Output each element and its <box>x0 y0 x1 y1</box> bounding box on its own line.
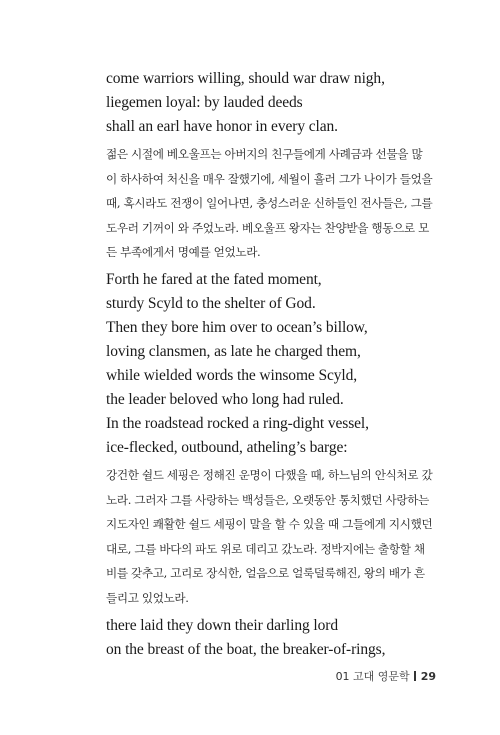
translation-block-2 <box>106 463 436 611</box>
chapter-title: 01 고대 영문학 <box>335 670 410 683</box>
verse-line: the leader beloved who long had ruled. <box>106 390 344 408</box>
verse-block-2 <box>106 268 436 460</box>
verse-line: while wielded words the winsome Scyld, <box>106 366 358 384</box>
verse-line: liegemen loyal: by lauded deeds <box>106 94 303 111</box>
translation-line: 든 부족에게서 명예를 얻었노라. <box>106 245 261 260</box>
translation-line: 젊은 시절에 베오울프는 아버지의 친구들에게 사례금과 선물을 많 <box>106 147 423 161</box>
verse-line: on the breast of the boat, the breaker-of-rings, <box>106 640 386 658</box>
translation-line: 때, 혹시라도 전쟁이 일어나면, 충성스러운 신하들인 전사들은, 그를 <box>106 196 433 211</box>
verse-line: Then they bore him over to ocean’s billow, <box>106 318 368 336</box>
verse-line: ice-flecked, outbound, atheling’s barge: <box>106 438 348 456</box>
translation-line: 이 하사하여 처신을 매우 잘했기에, 세월이 흘러 그가 나이가 들었을 <box>106 171 433 186</box>
page-content <box>106 64 436 665</box>
translation-line: 지도자인 쾌활한 쉴드 세핑이 말을 할 수 있을 때 그들에게 지시했던 <box>106 517 433 532</box>
verse-block-1 <box>106 67 436 139</box>
verse-line: Forth he fared at the fated moment, <box>106 270 322 288</box>
translation-line: 도우러 기꺼이 와 주었노라. 베오울프 왕자는 찬양받을 행동으로 모 <box>106 220 429 235</box>
verse-line: shall an earl have honor in every clan. <box>106 118 338 135</box>
verse-line: In the roadstead rocked a ring-dight vessel, <box>106 414 369 432</box>
translation-line: 들리고 있었노라. <box>106 590 189 605</box>
page-number: 29 <box>420 670 436 683</box>
translation-line: 비를 갖추고, 고리로 장식한, 얼음으로 얼룩덜룩해진, 왕의 배가 흔 <box>106 566 425 581</box>
verse-line: loving clansmen, as late he charged them, <box>106 342 361 360</box>
translation-line: 노라. 그러자 그를 사랑하는 백성들은, 오랫동안 통치했던 사랑하는 <box>106 492 429 507</box>
translation-block-1 <box>106 142 436 265</box>
footer-divider <box>414 671 416 681</box>
page-footer <box>336 668 436 684</box>
verse-line: there laid they down their darling lord <box>106 616 338 634</box>
translation-line: 대로, 그를 바다의 파도 위로 데리고 갔노라. 정박지에는 출항할 채 <box>106 541 425 556</box>
verse-block-3 <box>106 614 436 662</box>
verse-line: sturdy Scyld to the shelter of God. <box>106 294 316 312</box>
verse-line: come warriors willing, should war draw nigh, <box>106 70 385 87</box>
translation-line: 강건한 쉴드 세핑은 정해진 운명이 다했을 때, 하느님의 안식처로 갔 <box>106 467 433 482</box>
